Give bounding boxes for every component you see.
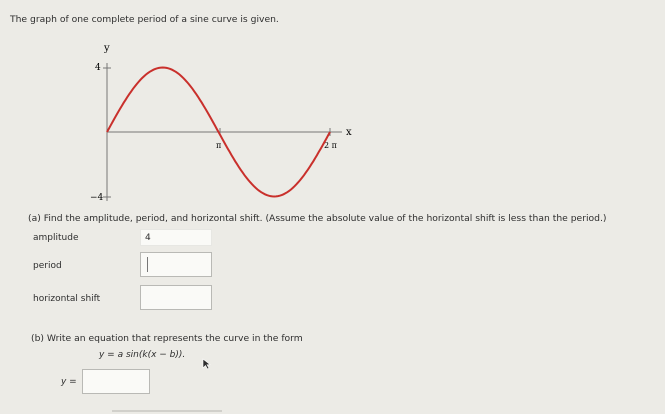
horizontal-shift-label: horizontal shift	[33, 294, 101, 304]
period-label: period	[33, 261, 62, 271]
horizontal-shift-input[interactable]	[140, 285, 212, 310]
equation-form: y = a sin(k(x − b)).	[99, 350, 186, 360]
part-b-prompt: (b) Write an equation that represents the curve in the form	[31, 333, 303, 344]
amplitude-value: 4	[145, 233, 151, 243]
x-axis-label: x	[346, 127, 352, 138]
text-cursor	[147, 257, 148, 272]
y-tick-bottom-label: −4	[90, 193, 104, 203]
x-tick-1-label: π	[216, 141, 222, 150]
amplitude-input[interactable]	[140, 229, 212, 246]
amplitude-label: amplitude	[33, 233, 79, 243]
equation-y-prefix: y =	[61, 377, 77, 387]
problem-intro: The graph of one complete period of a sine curve is given.	[10, 14, 279, 25]
mouse-cursor-icon	[202, 358, 211, 370]
part-a-prompt: (a) Find the amplitude, period, and horizontal shift. (Assume the absolute value of the horizontal shift is less than the period.)	[28, 213, 607, 224]
x-tick-2-label: 2 π	[324, 141, 337, 150]
sine-graph	[80, 38, 370, 208]
y-tick-top-label: 4	[95, 63, 101, 73]
period-input[interactable]	[140, 252, 212, 277]
y-axis-label: y	[104, 43, 110, 54]
equation-input[interactable]	[82, 369, 150, 394]
bottom-divider	[112, 410, 222, 412]
